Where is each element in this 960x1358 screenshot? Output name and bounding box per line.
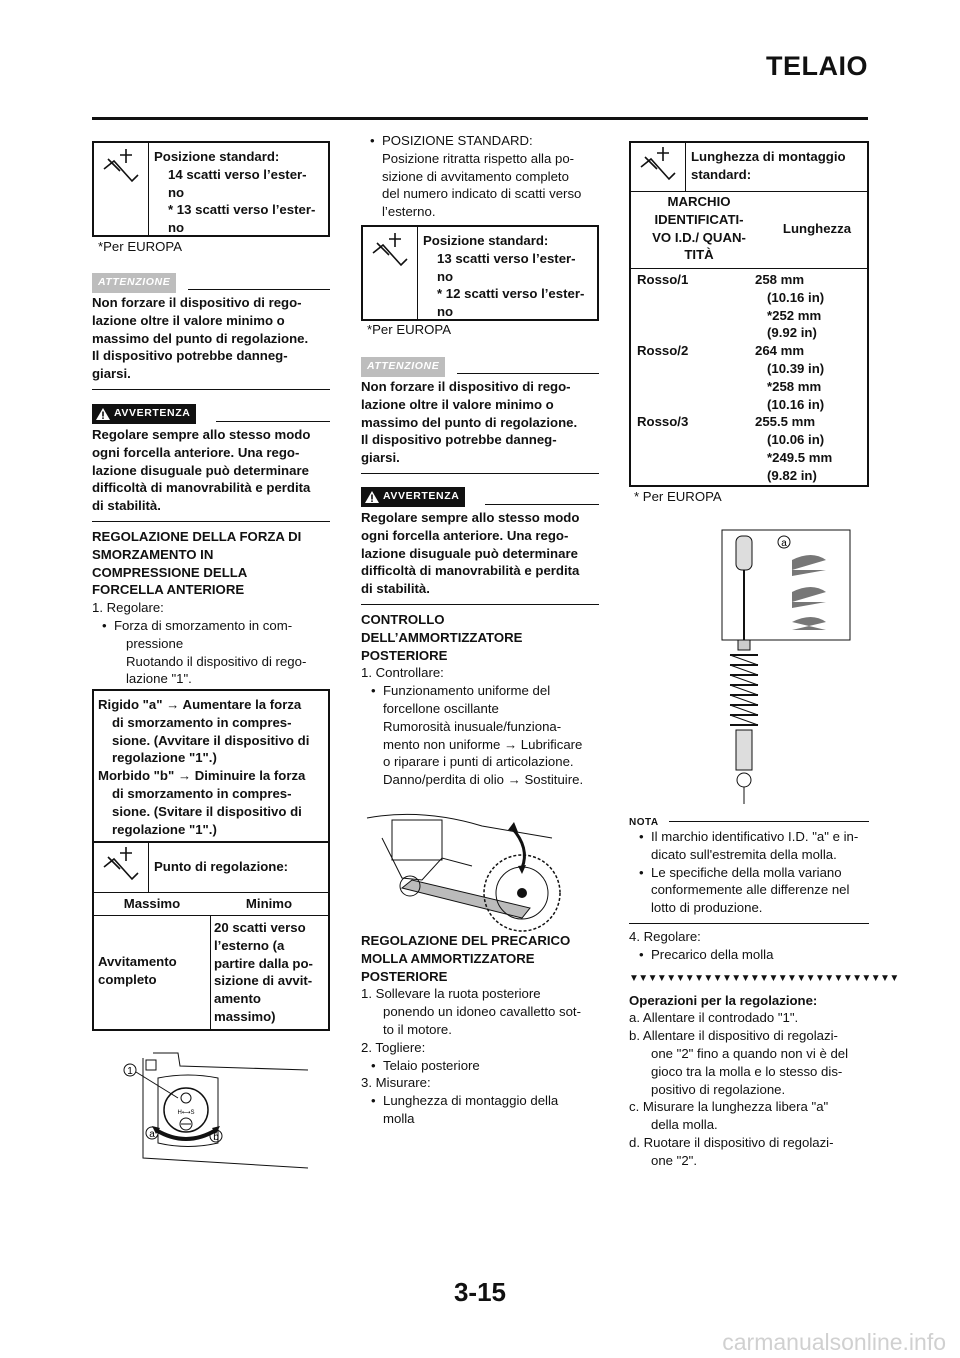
label-a: a <box>149 1129 155 1140</box>
spec-row-value: (10.39 in) <box>767 360 825 376</box>
header-line: IDENTIFICATI- <box>654 211 744 227</box>
section-spring-preload <box>361 932 601 1128</box>
bullet-item: • Lunghezza di montaggio della <box>361 1092 601 1110</box>
heading-line: FORCELLA ANTERIORE <box>92 582 245 598</box>
heading-line: REGOLAZIONE DELLA FORZA DI <box>92 529 302 544</box>
heading-line: MOLLA AMMORTIZZATORE <box>361 950 535 966</box>
warning-line: Regolare sempre allo stesso modo <box>361 510 580 525</box>
wrench-icon-cell <box>94 143 149 235</box>
bullet-line: Posizione ritratta rispetto alla po- <box>382 150 575 166</box>
compression-adjuster-figure <box>118 1048 318 1173</box>
step-line: d. Ruotare il dispositivo di regolazi- <box>629 1134 834 1150</box>
spec-rows <box>631 271 867 485</box>
bullet-item: • Telaio posteriore <box>361 1057 601 1075</box>
spec-row-value: (10.06 in) <box>767 432 825 448</box>
bullet-line: o riparare i punti di articolazione. <box>383 754 574 770</box>
step-line: positivo di regolazione. <box>651 1081 786 1097</box>
procedure-title: Operazioni per la regolazione: <box>629 992 818 1008</box>
caution-line: Il dispositivo potrebbe danneg- <box>92 348 288 364</box>
bullet-item: • Forza di smorzamento in com- <box>92 617 332 635</box>
spec-title: Posizione standard: <box>423 233 549 248</box>
page-number: 3-15 <box>453 1277 507 1307</box>
procedure-step-c <box>629 1098 871 1134</box>
watermark: carmanualsonline.info <box>722 1329 946 1356</box>
warning-block <box>361 487 599 605</box>
label-hs: H⟷S <box>177 1110 195 1116</box>
spec-row-value: (10.16 in) <box>767 396 825 412</box>
max-value <box>98 953 177 989</box>
wrench-icon-cell <box>363 227 418 319</box>
caution-line: massimo del punto di regolazione. <box>92 330 309 346</box>
spec-title: Posizione standard: <box>154 149 280 164</box>
caution-line: giarsi. <box>92 366 131 382</box>
wrench-icon <box>631 143 685 191</box>
caution-line: lazione oltre il valore minimo o <box>361 396 554 412</box>
warning-line: di stabilità. <box>361 581 430 597</box>
min-value-line: massimo) <box>214 1008 276 1024</box>
section-adjust-preload <box>629 928 899 1170</box>
step-1 <box>361 985 601 1038</box>
heading-line: SMORZAMENTO IN <box>92 546 214 562</box>
warning-triangle-icon <box>96 408 110 420</box>
caution-block <box>361 356 599 474</box>
bullet-line: del numero indicato di scatti verso <box>382 186 582 202</box>
wrench-icon-cell <box>631 143 686 191</box>
spec-row-values <box>755 271 867 342</box>
min-value-line: sizione di avvit- <box>214 973 313 989</box>
note-line: • Le specifiche della molla variano <box>651 864 842 880</box>
spec-value: * 12 scatti verso l’ester- <box>437 286 585 302</box>
wrench-icon <box>363 227 417 287</box>
bullet-line: lazione "1". <box>126 671 192 687</box>
heading-line: REGOLAZIONE DEL PRECARICO <box>361 933 571 948</box>
heading-line: POSTERIORE <box>361 647 448 663</box>
spec-row-value: (10.16 in) <box>767 289 825 305</box>
note-line: conformemente alle differenze nel <box>651 882 850 898</box>
caution-line: giarsi. <box>361 450 400 466</box>
caution-label: ATTENZIONE <box>361 357 445 377</box>
footnote: * Per EUROPA <box>634 489 722 504</box>
caution-line: Non forzare il dispositivo di rego- <box>92 295 302 310</box>
note-bullet <box>629 828 869 864</box>
spec-row-id: Rosso/2 <box>637 343 689 359</box>
step-1: 1. Regolare: <box>92 600 164 616</box>
spec-box-standard-position-2 <box>361 225 599 321</box>
point-title: Punto di regolazione: <box>154 859 289 874</box>
procedure-step-b <box>629 1027 871 1098</box>
bullet-item: • Funzionamento uniforme del <box>361 682 601 700</box>
bullet-line: forcellone oscillante <box>383 700 499 716</box>
section-heading <box>361 611 601 664</box>
note-block <box>629 812 869 924</box>
warning-line: ogni forcella anteriore. Una rego- <box>361 527 569 543</box>
rigid-soft-line: sione. (Svitare il dispositivo di <box>112 803 302 819</box>
warning-line: lazione disuguale può determinare <box>92 462 309 478</box>
page-title: TELAIO <box>766 51 868 81</box>
warning-line: ogni forcella anteriore. Una rego- <box>92 444 300 460</box>
warning-label <box>92 404 196 424</box>
rigid-soft-line: di smorzamento in compres- <box>112 785 292 801</box>
warning-line: difficoltà di manovrabilità e perdita <box>361 563 580 579</box>
procedure-step-a: a. Allentare il controdado "1". <box>629 1010 799 1026</box>
length-header: Lunghezza <box>782 221 852 236</box>
spec-value: no <box>168 220 185 236</box>
col-max-header: Massimo <box>123 896 181 911</box>
max-value-line: Avvitamento <box>98 954 177 969</box>
note-label: NOTA <box>629 817 659 828</box>
step-4: 4. Regolare: <box>629 929 701 944</box>
caution-line: lazione oltre il valore minimo o <box>92 312 285 328</box>
bullet-line: Rumorosità inusuale/funziona- <box>383 718 562 734</box>
spec-row-value: (9.92 in) <box>767 325 817 341</box>
note-line: • Il marchio identificativo I.D. "a" e in- <box>651 829 859 844</box>
spec-value: 13 scatti verso l’ester- <box>437 250 576 266</box>
warning-label <box>361 487 465 507</box>
spec-value: no <box>437 268 454 284</box>
rigid-soft-line: di smorzamento in compres- <box>112 714 292 730</box>
step-1: 1. Controllare: <box>361 665 444 681</box>
procedure-step-d <box>629 1134 871 1170</box>
section-compression-damping <box>92 528 332 688</box>
warning-triangle-icon <box>365 491 379 503</box>
header-line: MARCHIO <box>667 194 731 209</box>
spec-value: no <box>168 184 185 200</box>
spring-length-spec-table <box>629 141 869 487</box>
warning-label-text: AVVERTENZA <box>383 490 460 502</box>
warning-line: Regolare sempre allo stesso modo <box>92 427 311 442</box>
bullet-line: sizione di avvitamento completo <box>382 168 569 184</box>
bullet-line: pressione <box>126 635 184 651</box>
warning-block <box>92 404 330 522</box>
spec-row <box>631 413 867 484</box>
min-value-line: l’esterno (a <box>214 937 285 953</box>
section-heading <box>361 932 601 985</box>
heading-line: COMPRESSIONE DELLA <box>92 564 248 580</box>
spec-value: 14 scatti verso l’ester- <box>168 166 307 182</box>
header-line: TITÀ <box>684 247 714 263</box>
spec-row-value: *249.5 mm <box>767 449 833 465</box>
bullet-line: Danno/perdita di olio → Sostituire. <box>383 772 584 788</box>
label-a: a <box>781 538 787 549</box>
spec-row-value: *258 mm <box>767 378 822 394</box>
warning-text <box>92 426 330 515</box>
spec-value: no <box>437 304 454 320</box>
bullet-item: • POSIZIONE STANDARD: <box>360 132 600 150</box>
spec-row-values <box>755 413 867 484</box>
min-value-line: partire dalla po- <box>214 955 313 971</box>
bullet-line: mento non uniforme → Lubrificare <box>383 736 583 752</box>
spec-row-id: Rosso/3 <box>637 414 689 430</box>
caution-line: massimo del punto di regolazione. <box>361 414 578 430</box>
label-1: 1 <box>127 1066 133 1077</box>
rigid-soft-line: regolazione "1".) <box>112 750 217 766</box>
step-line: one "2" fino a quando non vi è del <box>651 1045 849 1061</box>
rigid-soft-line: sione. (Avvitare il dispositivo di <box>112 732 310 748</box>
spec-box-standard-position <box>92 141 330 237</box>
note-line: dicato sull'estremita della molla. <box>651 846 837 862</box>
min-value-line: amento <box>214 991 261 1007</box>
bullet-continuation <box>360 150 600 221</box>
caution-block <box>92 272 330 390</box>
rigid-soft-line: regolazione "1".) <box>112 821 217 837</box>
header-rule <box>92 117 868 120</box>
bullet-line: l’esterno. <box>382 204 436 220</box>
rigid-soft-line: Rigido "a" → Aumentare la forza <box>98 697 302 712</box>
bullet-continuation <box>361 700 601 789</box>
footnote: *Per EUROPA <box>98 239 183 254</box>
warning-line: lazione disuguale può determinare <box>361 545 578 561</box>
step-line: c. Misurare la lunghezza libera "a" <box>629 1099 829 1115</box>
label-b: b <box>213 1132 219 1143</box>
spec-title-line: Lunghezza di montaggio <box>691 149 846 164</box>
step-3: 3. Misurare: <box>361 1075 431 1091</box>
step-line: to il motore. <box>383 1021 452 1037</box>
caution-text <box>92 294 330 383</box>
standard-position-bullet <box>360 132 600 221</box>
spec-row-value: 258 mm <box>755 272 805 287</box>
step-line: gioco tra la molla e lo stesso dis- <box>651 1063 843 1079</box>
warning-line: difficoltà di manovrabilità e perdita <box>92 480 311 496</box>
spec-row-values <box>755 342 867 413</box>
spec-row <box>631 271 867 342</box>
spec-title-line: standard: <box>691 166 752 182</box>
footnote: *Per EUROPA <box>367 322 452 337</box>
spec-value: * 13 scatti verso l’ester- <box>168 202 316 218</box>
section-rear-shock-check <box>361 611 601 789</box>
step-line: b. Allentare il dispositivo di regolazi- <box>629 1028 838 1044</box>
step-2: 2. Togliere: <box>361 1039 426 1055</box>
bullet-item: • Precarico della molla <box>629 946 871 964</box>
triangle-divider: ▼▼▼▼▼▼▼▼▼▼▼▼▼▼▼▼▼▼▼▼▼▼▼▼▼▼▼▼▼ <box>629 972 899 984</box>
min-value <box>214 919 313 1026</box>
step-line: ponendo un idoneo cavalletto sot- <box>383 1004 581 1020</box>
swingarm-figure <box>362 808 590 928</box>
rear-shock-spring-figure <box>722 530 852 808</box>
warning-line: di stabilità. <box>92 498 161 514</box>
step-line: della molla. <box>651 1117 718 1133</box>
spec-row-value: 255.5 mm <box>755 414 816 430</box>
wrench-icon <box>94 143 148 203</box>
step-line: 1. Sollevare la ruota posteriore <box>361 986 541 1002</box>
wrench-icon-cell <box>94 843 149 892</box>
adjust-point-box <box>92 843 330 1031</box>
heading-line: CONTROLLO <box>361 612 445 627</box>
note-bullet <box>629 864 869 917</box>
rigid-soft-box <box>92 689 330 843</box>
header-line: VO I.D./ QUAN- <box>652 229 746 245</box>
spec-row <box>631 342 867 413</box>
spec-row-value: *252 mm <box>767 307 822 323</box>
heading-line: POSTERIORE <box>361 968 448 984</box>
caution-text <box>361 378 599 467</box>
section-heading <box>92 528 332 599</box>
step-line: one "2". <box>651 1152 698 1168</box>
col-min-header: Minimo <box>245 896 293 911</box>
spec-row-value: (9.82 in) <box>767 467 817 483</box>
heading-line: DELL’AMMORTIZZATORE <box>361 629 523 645</box>
max-value-line: completo <box>98 971 157 987</box>
bullet-line: Ruotando il dispositivo di rego- <box>126 653 307 669</box>
bullet-continuation: molla <box>383 1110 415 1126</box>
caution-label: ATTENZIONE <box>92 273 176 293</box>
note-line: lotto di produzione. <box>651 900 763 916</box>
caution-line: Non forzare il dispositivo di rego- <box>361 379 571 394</box>
min-value-line: 20 scatti verso <box>214 920 306 935</box>
wrench-icon <box>94 843 148 891</box>
spec-row-id: Rosso/1 <box>637 272 689 287</box>
warning-label-text: AVVERTENZA <box>114 407 191 419</box>
warning-text <box>361 509 599 598</box>
rigid-soft-text <box>98 696 325 838</box>
bullet-continuation <box>92 635 332 688</box>
id-mark-header <box>631 193 767 264</box>
spec-title <box>691 148 846 184</box>
spec-row-value: 264 mm <box>755 343 805 359</box>
caution-line: Il dispositivo potrebbe danneg- <box>361 432 557 448</box>
rigid-soft-line: Morbido "b" → Diminuire la forza <box>98 768 306 784</box>
